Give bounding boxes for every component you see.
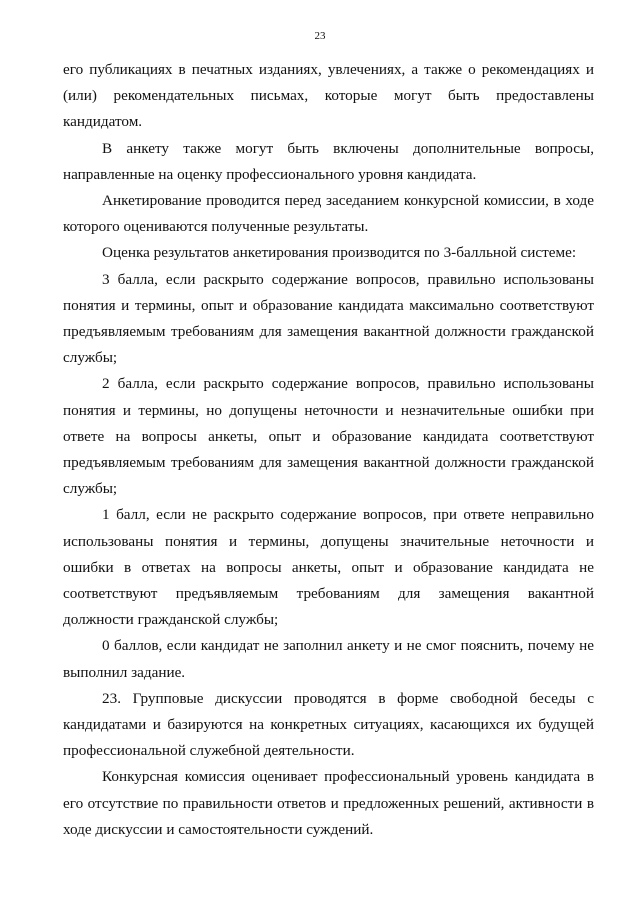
- paragraph: Оценка результатов анкетирования производится по 3-балльной системе:: [102, 244, 577, 262]
- paragraph: Анкетирование проводится перед заседанием конкурсной комиссии, в ходе которого оцениваются полученные результаты.: [63, 192, 594, 236]
- paragraph: 1 балл, если не раскрыто содержание вопросов, при ответе неправильно использованы понятия и термины, допущены значительные неточности и ошибки в ответах на вопросы анкеты, опыт и образование кандидата не соответствуют предъявляемым требованиям для замещения вакантной должности гражданской службы;: [63, 506, 594, 629]
- page-number: 23: [314, 30, 326, 42]
- paragraph: 2 балла, если раскрыто содержание вопросов, правильно использованы понятия и термины, но допущены неточности и незначительные ошибки при ответе на вопросы анкеты, опыт и образование кандидата соответствуют предъявляемым требованиям для замещения вакантной должности гражданской службы;: [63, 375, 594, 498]
- paragraph: 0 баллов, если кандидат не заполнил анкету и не смог пояснить, почему не выполнил задание.: [63, 637, 594, 681]
- paragraph: В анкету также могут быть включены дополнительные вопросы, направленные на оценку профессионального уровня кандидата.: [63, 139, 594, 183]
- paragraph: Конкурсная комиссия оценивает профессиональный уровень кандидата в его отсутствие по правильности ответов и предложенных решений, активности в ходе дискуссии и самостоятельности суждений.: [63, 768, 594, 838]
- paragraph: его публикациях в печатных изданиях, увлечениях, а также о рекомендациях и (или) рекомендательных письмах, которые могут быть предоставлены кандидатом.: [63, 61, 594, 131]
- paragraph: 3 балла, если раскрыто содержание вопросов, правильно использованы понятия и термины, опыт и образование кандидата максимально соответствуют предъявляемым требованиям для замещения вакантной должности гражданской службы;: [63, 270, 594, 367]
- paragraph: 23. Групповые дискуссии проводятся в форме свободной беседы с кандидатами и базируются на конкретных ситуациях, касающихся их будущей профессиональной служебной деятельности.: [63, 689, 594, 760]
- document-body: [63, 57, 594, 843]
